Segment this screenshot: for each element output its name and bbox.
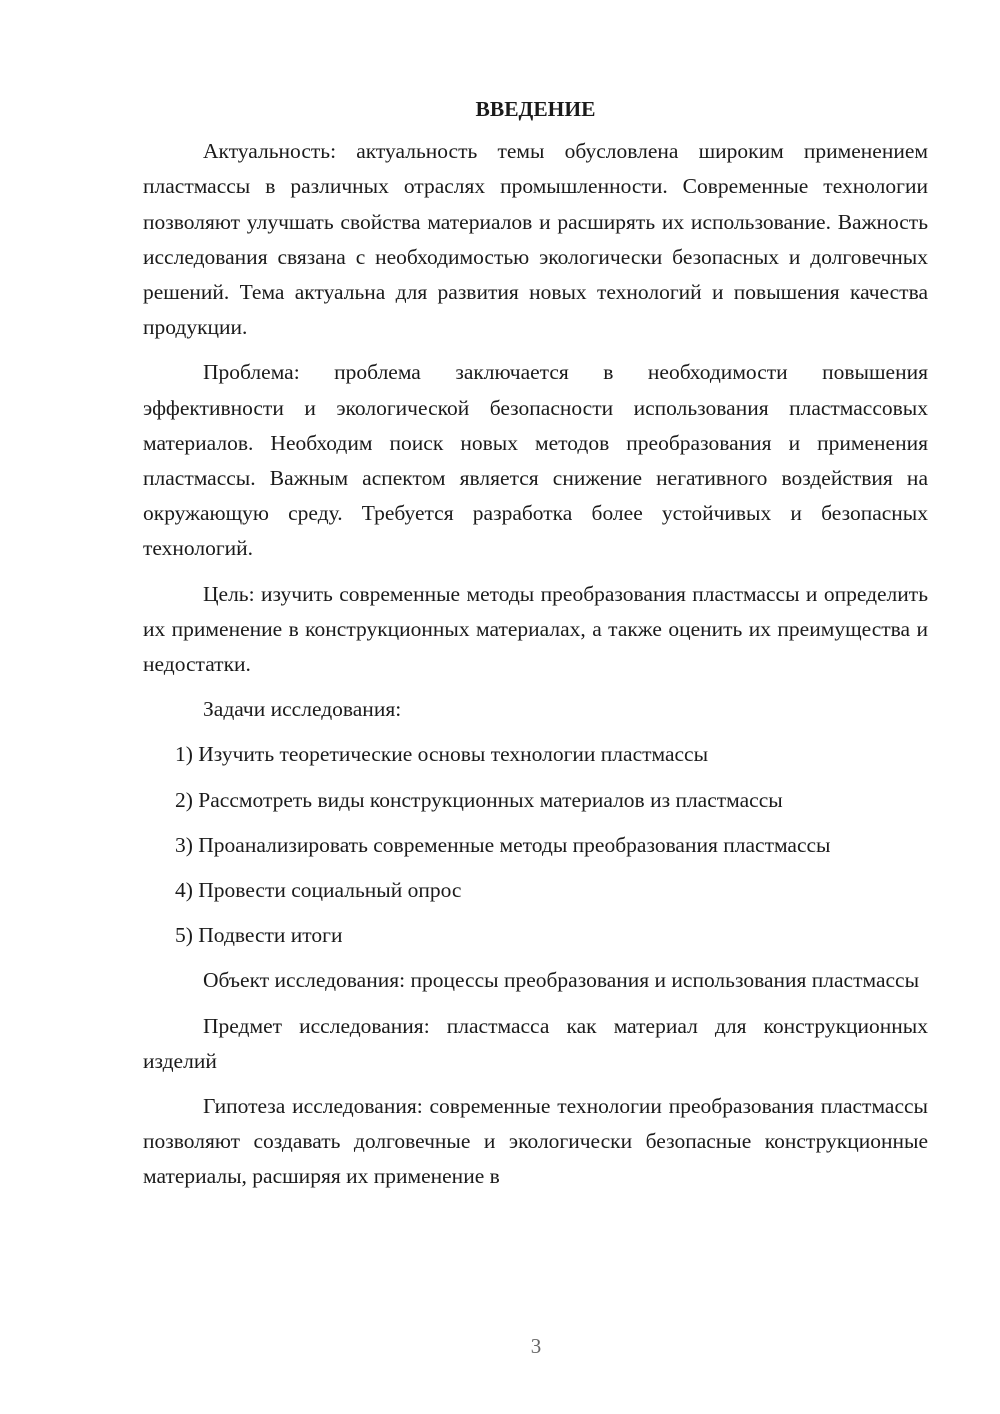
page-number: 3 xyxy=(530,1334,542,1358)
problem-paragraph: Проблема: проблема заключается в необходимости повышения эффективности и экологической безопасности использования пластмассовых материалов. Необходим поиск новых методов преобразования и применения пластмассы. Важным аспектом является снижение негативного воздействия на окружающую среду. Требуется разработка более устойчивых и безопасных технологий. xyxy=(143,360,928,561)
page-title: ВВЕДЕНИЕ xyxy=(475,97,596,121)
task-item: 5) Подвести итоги xyxy=(175,923,343,948)
tasks-heading: Задачи исследования: xyxy=(203,697,402,722)
task-item: 3) Проанализировать современные методы преобразования пластмассы xyxy=(175,832,831,857)
relevance-paragraph: Актуальность: актуальность темы обусловлена широким применением пластмассы в различных отраслях промышленности. Современные технологии позволяют улучшать свойства материалов и расширять их использование. Важность исследования связана с необходимостью экологически безопасных и долговечных решений. Тема актуальна для развития новых технологий и повышения качества продукции. xyxy=(143,139,928,340)
subject-paragraph: Предмет исследования: пластмасса как материал для конструкционных изделий xyxy=(143,1013,928,1073)
goal-paragraph: Цель: изучить современные методы преобразования пластмассы и определить их применение в конструкционных материалах, а также оценить их преимущества и недостатки. xyxy=(143,581,928,677)
document-page xyxy=(143,92,928,1205)
task-item: 4) Провести социальный опрос xyxy=(175,878,462,903)
task-item: 1) Изучить теоретические основы технологии пластмассы xyxy=(175,742,709,767)
hypothesis-paragraph: Гипотеза исследования: современные технологии преобразования пластмассы позволяют создавать долговечные и экологически безопасные конструкционные материалы, расширяя их применение в xyxy=(143,1094,928,1189)
task-item: 2) Рассмотреть виды конструкционных материалов из пластмассы xyxy=(175,787,783,812)
object-paragraph: Объект исследования: процессы преобразования и использования пластмассы xyxy=(203,968,920,993)
